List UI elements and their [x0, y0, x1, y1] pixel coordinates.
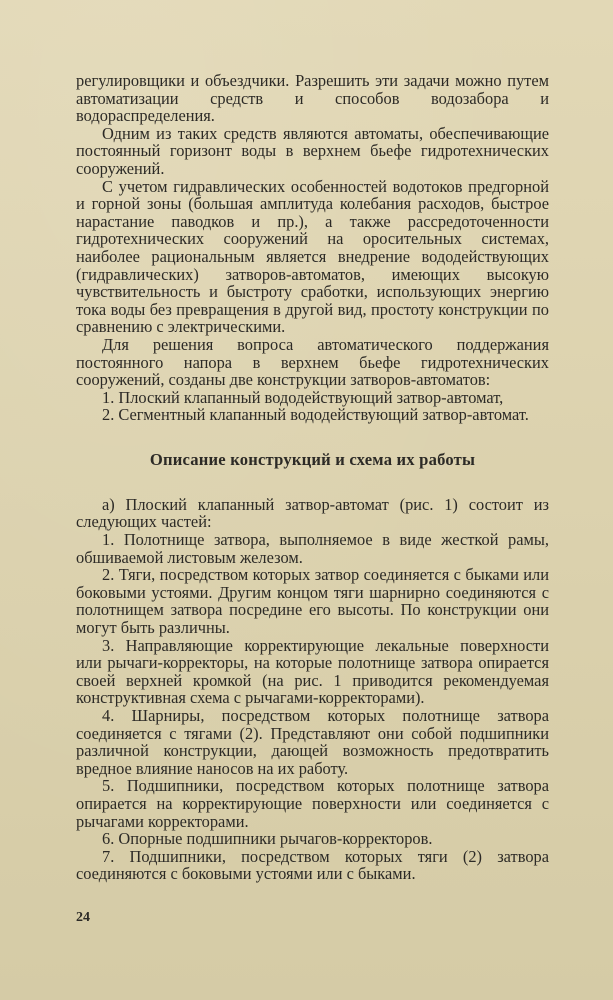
- list-item: 5. Подшипники, посредством которых полотнище затвора опирается на корректирующие поверхности или соединяется с рычагами корректорами.: [76, 776, 549, 831]
- paragraph: а) Плоский клапанный затвор-автомат (рис. 1) состоит из следующих частей:: [76, 494, 549, 532]
- list-item: 7. Подшипники, посредством которых тяги (2) затвора соединяются с боковыми устоями или с быками.: [76, 846, 549, 884]
- text-block-before: [76, 72, 549, 424]
- page-number: 24: [76, 910, 90, 925]
- list-item: 1. Полотнище затвора, выполняемое в виде жесткой рамы, обшиваемой листовым железом.: [76, 530, 549, 567]
- text-block-after: [76, 496, 549, 883]
- paragraph: регулировщики и объездчики. Разрешить эти задачи можно путем автоматизации средств и способов водозабора и водораспределения.: [76, 71, 549, 126]
- list-item: 3. Направляющие корректирующие лекальные поверхности или рычаги-корректоры, на которые полотнище затвора опирается своей верхней кромкой (на рис. 1 приводится рекомендуемая конструктивная схема с рычагами-корректорами).: [76, 635, 549, 708]
- list-item: 2. Сегментный клапанный вододействующий затвор-автомат.: [102, 405, 529, 425]
- paragraph: Для решения вопроса автоматического поддержания постоянного напора в верхнем бьефе гидротехнических сооружений, созданы две конструкции затворов-автоматов:: [76, 334, 549, 390]
- list-item: 2. Тяги, посредством которых затвор соединяется с быками или боковыми устоями. Другим концом тяги шарнирно соединяются с полотнищем затвора посредине его высоты. По конструкции они могут быть различны.: [76, 565, 549, 638]
- list-item: 6. Опорные подшипники рычагов-корректоров.: [102, 829, 433, 849]
- section-heading: Описание конструкций и схема их работы: [149, 449, 476, 469]
- paragraph: С учетом гидравлических особенностей водотоков предгорной и горной зоны (большая амплитуда колебания расходов, быстрое нарастание паводков и пр.), а также рассредоточенности гидротехнических сооружений на оросительных системах, наиболее рациональным является внедрение вододействующих (гидравлических) затворов-автоматов, имеющих высокую чувствительность и быстроту сработки, использующих энергию тока воды без превращения в другой вид, простоту конструкции по сравнению с электрическими.: [76, 176, 549, 337]
- list-item: 1. Плоский клапанный вододействующий затвор-автомат,: [102, 387, 504, 407]
- paragraph: Одним из таких средств являются автоматы, обеспечивающие постоянный горизонт воды в верхнем бьефе гидротехнических сооружений.: [76, 123, 549, 178]
- list-item: 4. Шарниры, посредством которых полотнище затвора соединяется с тягами (2). Представляют они собой подшипники различной конструкции, дающей возможность предотвратить вредное влияние наносов на их работу.: [76, 706, 549, 778]
